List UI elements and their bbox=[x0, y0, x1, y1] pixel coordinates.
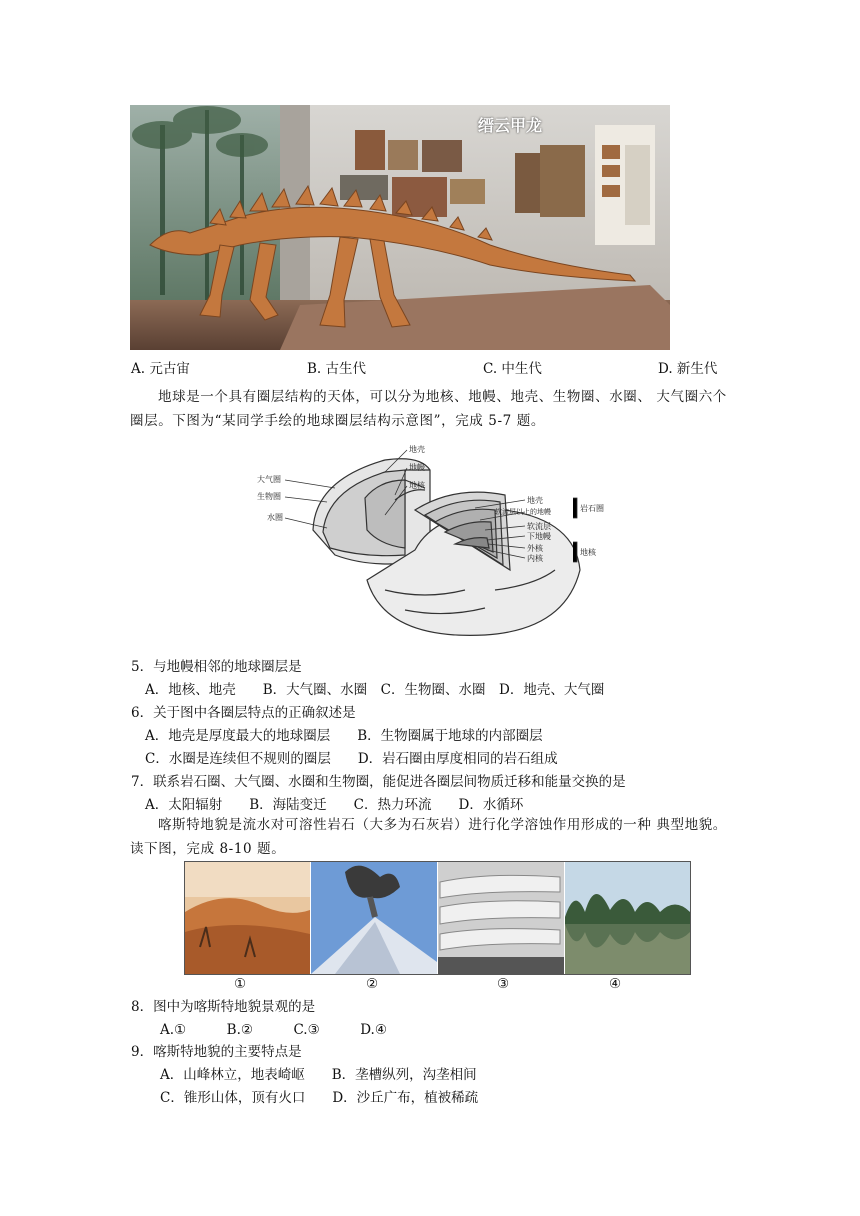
landscape-photo-strip bbox=[184, 861, 691, 975]
landscape-label-4: ④ bbox=[609, 976, 622, 992]
q9-stem: 9．喀斯特地貌的主要特点是 bbox=[131, 1044, 302, 1060]
intro-paragraph-karst: 喀斯特地貌是流水对可溶性岩石（大多为石灰岩）进行化学溶蚀作用形成的一种 典型地貌。读下图，完成 8-10 题。 bbox=[130, 817, 727, 857]
photo-volcano bbox=[311, 862, 437, 974]
earth-layers-sketch bbox=[255, 440, 605, 640]
label-mantle-top: 地幔 bbox=[409, 463, 425, 472]
dinosaur-fossil-illustration bbox=[130, 105, 670, 350]
q6-options-row2: C．水圈是连续但不规则的圈层 D．岩石圈由厚度相同的岩石组成 bbox=[145, 751, 558, 767]
q8-options: A.① B.② C.③ D.④ bbox=[160, 1022, 387, 1038]
landscape-label-3: ③ bbox=[497, 976, 510, 992]
label-inner-core: 内核 bbox=[527, 554, 543, 563]
label-core-bracket: 地核 bbox=[580, 548, 596, 557]
label-asthenosphere: 软流层 bbox=[527, 522, 551, 531]
exhibit-title: 缙云甲龙 bbox=[478, 116, 543, 135]
label-lower-mantle: 下地幔 bbox=[527, 532, 551, 541]
q6-options-row1: A．地壳是厚度最大的地球圈层 B．生物圈属于地球的内部圈层 bbox=[145, 728, 543, 744]
photo-yardang bbox=[438, 862, 564, 974]
q7-options: A．太阳辐射 B．海陆变迁 C．热力环流 D．水循环 bbox=[145, 797, 524, 813]
label-lithosphere: 岩石圈 bbox=[580, 504, 604, 513]
photo-desert bbox=[185, 862, 310, 974]
label-crust-top: 地壳 bbox=[409, 445, 425, 454]
q7-stem: 7．联系岩石圈、大气圈、水圈和生物圈，能促进各圈层间物质迁移和能量交换的是 bbox=[131, 774, 626, 790]
dinosaur-fossil-photo bbox=[130, 105, 670, 350]
q5-options: A．地核、地壳 B．大气圈、水圈 C．生物圈、水圈 D．地壳、大气圈 bbox=[145, 682, 605, 698]
landscape-label-1: ① bbox=[234, 976, 247, 992]
label-hydrosphere: 水圈 bbox=[267, 513, 283, 522]
label-outer-core: 外核 bbox=[527, 544, 543, 553]
intro-paragraph-earth-layers: 地球是一个具有圈层结构的天体，可以分为地核、地幔、地壳、生物圈、水圈、 大气圈六个圈层。下图为“某同学手绘的地球圈层结构示意图”，完成 5-7 题。 bbox=[130, 389, 727, 429]
q9-options-row1: A．山峰林立，地表崎岖 B．垄槽纵列，沟垄相间 bbox=[160, 1067, 477, 1083]
q6-stem: 6．关于图中各圈层特点的正确叙述是 bbox=[131, 705, 356, 721]
q4-option-b: B. 古生代 bbox=[307, 361, 367, 377]
q9-options-row2: C．锥形山体，顶有火口 D．沙丘广布，植被稀疏 bbox=[160, 1090, 479, 1106]
label-crust-right: 地壳 bbox=[527, 496, 543, 505]
q5-stem: 5．与地幔相邻的地球圈层是 bbox=[131, 659, 302, 675]
q4-option-c: C. 中生代 bbox=[483, 361, 542, 377]
q8-stem: 8．图中为喀斯特地貌景观的是 bbox=[131, 999, 316, 1015]
landscape-label-2: ② bbox=[366, 976, 379, 992]
q4-option-d: D. 新生代 bbox=[658, 361, 718, 377]
label-atmosphere: 大气圈 bbox=[257, 475, 281, 484]
q4-option-a: A. 元古宙 bbox=[131, 361, 190, 377]
label-biosphere: 生物圈 bbox=[257, 492, 281, 501]
photo-karst bbox=[565, 862, 690, 974]
earth-layers-diagram bbox=[255, 440, 605, 640]
label-upper-mantle: 软流层以上的地幔 bbox=[495, 508, 551, 516]
label-core-top: 地核 bbox=[409, 481, 425, 490]
